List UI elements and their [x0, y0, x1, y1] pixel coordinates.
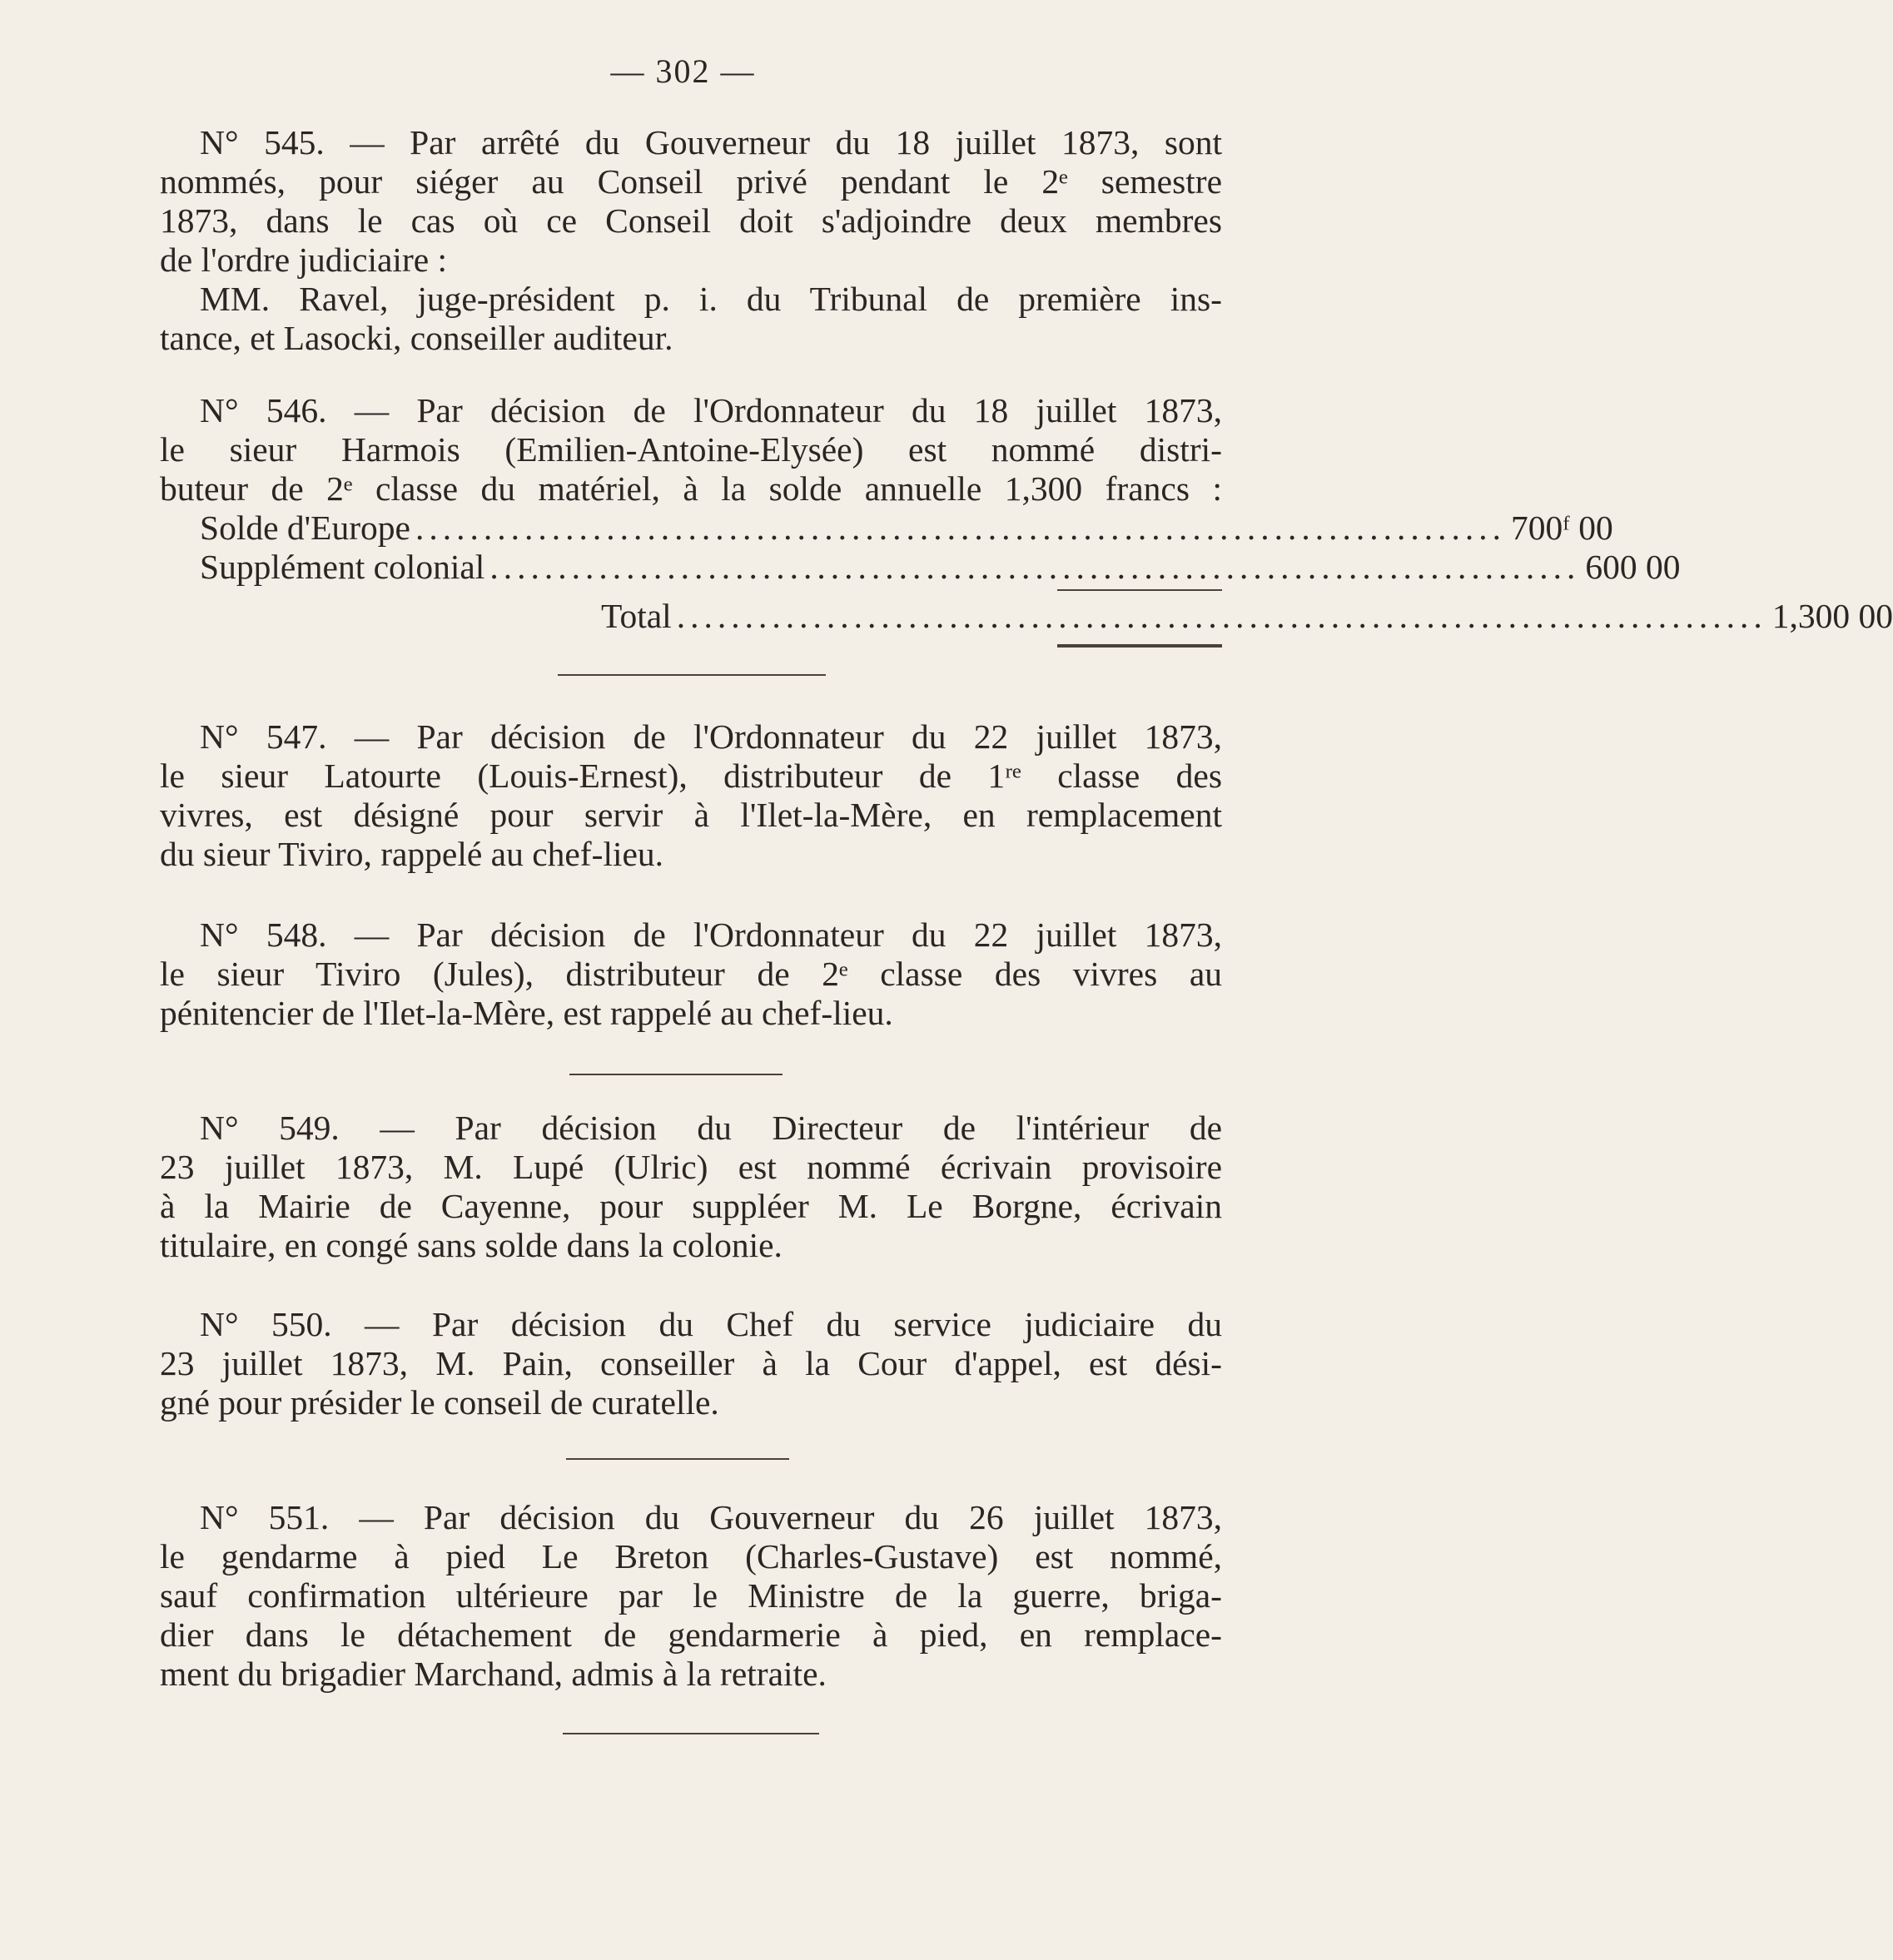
text-line: vivres, est désigné pour servir à l'Ilet-la-Mère, en remplacement: [160, 796, 1222, 834]
section-divider: [563, 1733, 819, 1734]
text-line: N° 546. — Par décision de l'Ordonnateur du 18 juillet 1873,: [200, 391, 1222, 429]
text-line: ment du brigadier Marchand, admis à la retraite.: [160, 1655, 827, 1693]
section-divider: [566, 1458, 789, 1460]
text-line: du sieur Tiviro, rappelé au chef-lieu.: [160, 835, 664, 873]
salary-label: Supplément colonial: [200, 548, 485, 586]
entry-546-text: [160, 391, 1222, 509]
section-divider: [558, 674, 826, 676]
sum-rule: [1057, 589, 1222, 591]
text-line: à la Mairie de Cayenne, pour suppléer M. Le Borgne, écrivain: [160, 1187, 1222, 1225]
leader-dots: ................................................................................: [676, 597, 1767, 635]
text-line: N° 551. — Par décision du Gouverneur du 26 juillet 1873,: [200, 1498, 1222, 1536]
text-line: N° 549. — Par décision du Directeur de l'intérieur de: [200, 1109, 1222, 1147]
text-line: buteur de 2ᵉ classe du matériel, à la solde annuelle 1,300 francs :: [160, 469, 1222, 508]
entry-550: [160, 1305, 1222, 1422]
salary-amount: 700ᶠ 00: [1510, 509, 1613, 547]
text-line: sauf confirmation ultérieure par le Ministre de la guerre, briga-: [160, 1576, 1222, 1615]
text-line: le sieur Harmois (Emilien-Antoine-Elysée) est nommé distri-: [160, 430, 1222, 469]
total-label: Total: [601, 597, 672, 635]
entry-551-text: [160, 1498, 1222, 1694]
entry-548-text: [160, 915, 1222, 1033]
salary-label: Solde d'Europe: [200, 509, 410, 547]
leader-dots: ................................................................................: [415, 509, 1506, 547]
text-line: tance, et Lasocki, conseiller auditeur.: [160, 319, 673, 357]
total-row: [601, 597, 1893, 636]
text-line: gné pour présider le conseil de curatelle.: [160, 1383, 719, 1422]
salary-row: [200, 548, 1681, 587]
total-amount: 1,300 00: [1771, 597, 1893, 635]
text-line: N° 545. — Par arrêté du Gouverneur du 18 juillet 1873, sont: [200, 123, 1222, 161]
salary-amount: 600 00: [1585, 548, 1681, 586]
text-line: de l'ordre judiciaire :: [160, 241, 448, 279]
salary-row: [200, 509, 1613, 548]
text-line: nommés, pour siéger au Conseil privé pendant le 2ᵉ semestre: [160, 162, 1222, 201]
section-divider: [569, 1074, 783, 1075]
text-line: pénitencier de l'Ilet-la-Mère, est rappelé au chef-lieu.: [160, 994, 893, 1032]
entry-545: [160, 123, 1222, 358]
text-line: 1873, dans le cas où ce Conseil doit s'adjoindre deux membres: [160, 201, 1222, 240]
text-line: N° 547. — Par décision de l'Ordonnateur du 22 juillet 1873,: [200, 717, 1222, 756]
text-line: le sieur Latourte (Louis-Ernest), distributeur de 1ʳᵉ classe des: [160, 757, 1222, 795]
text-line: MM. Ravel, juge-président p. i. du Tribunal de première ins-: [200, 280, 1222, 318]
text-line: dier dans le détachement de gendarmerie à pied, en remplace-: [160, 1615, 1222, 1654]
entry-551: [160, 1498, 1222, 1694]
entry-547-text: [160, 717, 1222, 874]
text-line: le sieur Tiviro (Jules), distributeur de 2ᵉ classe des vivres au: [160, 955, 1222, 993]
entry-546: [160, 391, 1222, 509]
entry-549-text: [160, 1109, 1222, 1265]
text-line: N° 550. — Par décision du Chef du service judiciaire du: [200, 1305, 1222, 1343]
leader-dots: ................................................................................: [489, 548, 1581, 586]
text-line: 23 juillet 1873, M. Lupé (Ulric) est nommé écrivain provisoire: [160, 1148, 1222, 1186]
page-number: — 302 —: [610, 52, 756, 90]
entry-545-text: [160, 123, 1222, 358]
entry-550-text: [160, 1305, 1222, 1422]
text-line: N° 548. — Par décision de l'Ordonnateur du 22 juillet 1873,: [200, 915, 1222, 954]
entry-549: [160, 1109, 1222, 1265]
entry-548: [160, 915, 1222, 1033]
text-line: le gendarme à pied Le Breton (Charles-Gustave) est nommé,: [160, 1537, 1222, 1575]
text-line: titulaire, en congé sans solde dans la colonie.: [160, 1226, 783, 1264]
entry-547: [160, 717, 1222, 874]
text-line: 23 juillet 1873, M. Pain, conseiller à la Cour d'appel, est dési-: [160, 1344, 1222, 1382]
total-rule: [1057, 644, 1222, 648]
